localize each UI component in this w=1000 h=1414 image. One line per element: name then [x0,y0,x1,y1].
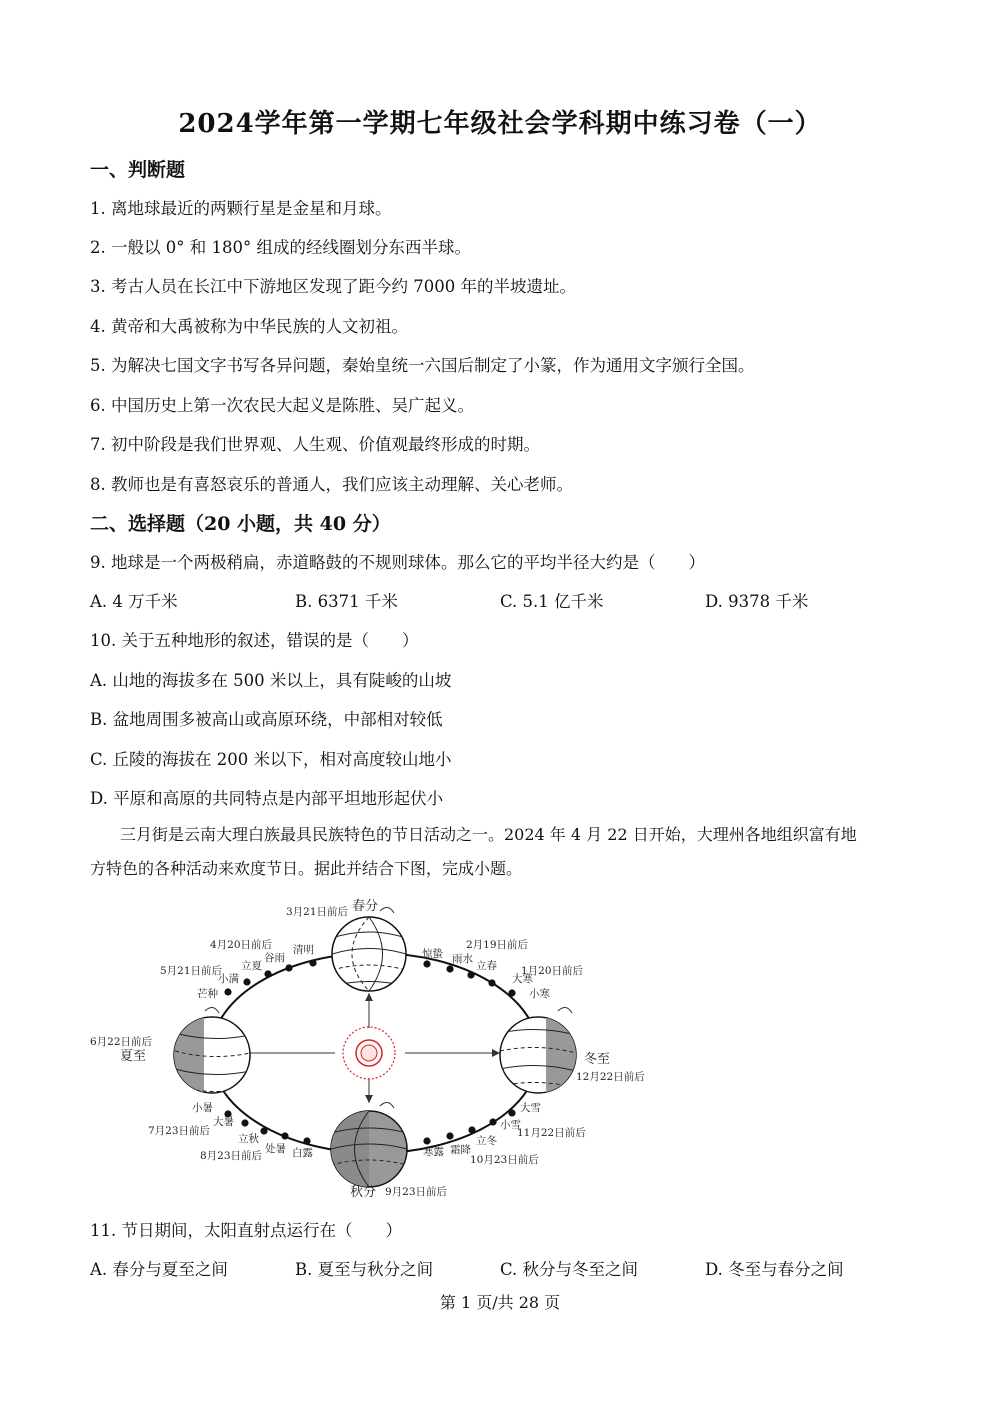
label-autumn: 秋分 [350,1185,377,1200]
option-d: D. 9378 千米 [705,592,809,611]
question-10-stem: 10. 关于五种地形的叙述，错误的是（ ） [90,631,419,650]
question-5: 5. 为解决七国文字书写各异问题，秦始皇统一六国后制定了小篆，作为通用文字颁行全国。 [90,356,755,375]
label-shuangjiang: 霜降 [450,1144,471,1156]
question-3: 3. 考古人员在长江中下游地区发现了距今约 7000 年的半坡遗址。 [90,277,576,296]
label-bailu: 白露 [292,1147,313,1159]
option-c: C. 5.1 亿千米 [500,592,604,611]
passage-line-2: 方特色的各种活动来欢度节日。据此并结合下图，完成小题。 [90,859,523,878]
globe-winter-solstice [500,1007,580,1093]
label-qingming: 清明 [293,944,314,956]
label-jan20: 1月20日前后 [521,965,584,977]
label-lidong: 立冬 [476,1135,497,1147]
label-xiaoman: 小满 [218,973,239,985]
label-apr20: 4月20日前后 [210,939,273,951]
label-oct23: 10月23日前后 [470,1154,539,1166]
label-nov22: 11月22日前后 [517,1127,586,1139]
label-xiaoshu: 小暑 [192,1102,213,1114]
label-liqiu: 立秋 [238,1133,259,1145]
reading-passage [90,818,910,886]
question-9-stem: 9. 地球是一个两极稍扁，赤道略鼓的不规则球体。那么它的平均半径大约是（ ） [90,553,705,572]
label-xiaoxue: 小雪 [500,1119,521,1131]
page-footer: 第 1 页/共 28 页 [439,1293,561,1312]
label-spring: 春分 [352,899,379,914]
question-4: 4. 黄帝和大禹被称为中华民族的人文初祖。 [90,317,408,336]
sun-icon [343,1027,395,1079]
option-a: A. 4 万千米 [90,592,178,611]
question-10-option-a: A. 山地的海拔多在 500 米以上，具有陡峻的山坡 [90,671,452,690]
label-summer: 夏至 [120,1049,147,1064]
page-title: 2024学年第一学期七年级社会学科期中练习卷（一） [178,109,822,139]
globe-spring-equinox [332,907,406,991]
label-may21: 5月21日前后 [160,965,223,977]
section-heading-choice: 二、选择题（20 小题，共 40 分） [90,513,391,535]
question-7: 7. 初中阶段是我们世界观、人生观、价值观最终形成的时期。 [90,435,540,454]
passage-line-1: 三月街是云南大理白族最具民族特色的节日活动之一。2024 年 4 月 22 日开始，大理州各地组织富有地 [120,825,857,844]
question-11-stem: 11. 节日期间，太阳直射点运行在（ ） [90,1221,402,1240]
globe-summer-solstice [174,1007,250,1093]
option-b: B. 6371 千米 [295,592,398,611]
question-1: 1. 离地球最近的两颗行星是金星和月球。 [90,199,392,218]
section-heading-judgement: 一、判断题 [90,159,186,181]
option-c: C. 秋分与冬至之间 [500,1260,639,1279]
label-spring-date: 3月21日前后 [286,906,349,918]
option-b: B. 夏至与秋分之间 [295,1260,434,1279]
label-lichun: 立春 [476,960,497,972]
label-yushui: 雨水 [452,953,473,965]
label-daxue: 大雪 [520,1102,541,1114]
label-feb19: 2月19日前后 [466,939,529,951]
label-jul23: 7月23日前后 [148,1125,211,1137]
question-8: 8. 教师也是有喜怒哀乐的普通人，我们应该主动理解、关心老师。 [90,475,573,494]
globe-autumn-equinox [331,1102,407,1187]
label-dahan: 大寒 [512,973,533,985]
label-guyu: 谷雨 [264,952,285,964]
label-summer-date: 6月22日前后 [90,1036,153,1048]
question-10-option-c: C. 丘陵的海拔在 200 米以下，相对高度较山地小 [90,750,452,769]
label-xiaohan: 小寒 [529,988,550,1000]
label-autumn-date: 9月23日前后 [385,1186,448,1198]
label-lixia: 立夏 [241,960,262,972]
label-jingzhe: 惊蛰 [422,948,443,960]
earth-orbit-diagram [80,893,670,1205]
question-6: 6. 中国历史上第一次农民大起义是陈胜、吴广起义。 [90,396,474,415]
label-hanlu: 寒露 [423,1146,444,1158]
option-d: D. 冬至与春分之间 [705,1260,844,1279]
option-a: A. 春分与夏至之间 [90,1260,228,1279]
question-2: 2. 一般以 0° 和 180° 组成的经线圈划分东西半球。 [90,238,471,257]
label-winter: 冬至 [584,1052,611,1067]
label-chushu: 处暑 [265,1143,286,1155]
label-aug23: 8月23日前后 [200,1150,263,1162]
question-10-option-b: B. 盆地周围多被高山或高原环绕，中部相对较低 [90,710,443,729]
question-10-option-d: D. 平原和高原的共同特点是内部平坦地形起伏小 [90,789,444,808]
label-mangzhong: 芒种 [197,988,218,1000]
label-winter-date: 12月22日前后 [576,1071,645,1083]
label-dashu: 大暑 [213,1116,234,1128]
